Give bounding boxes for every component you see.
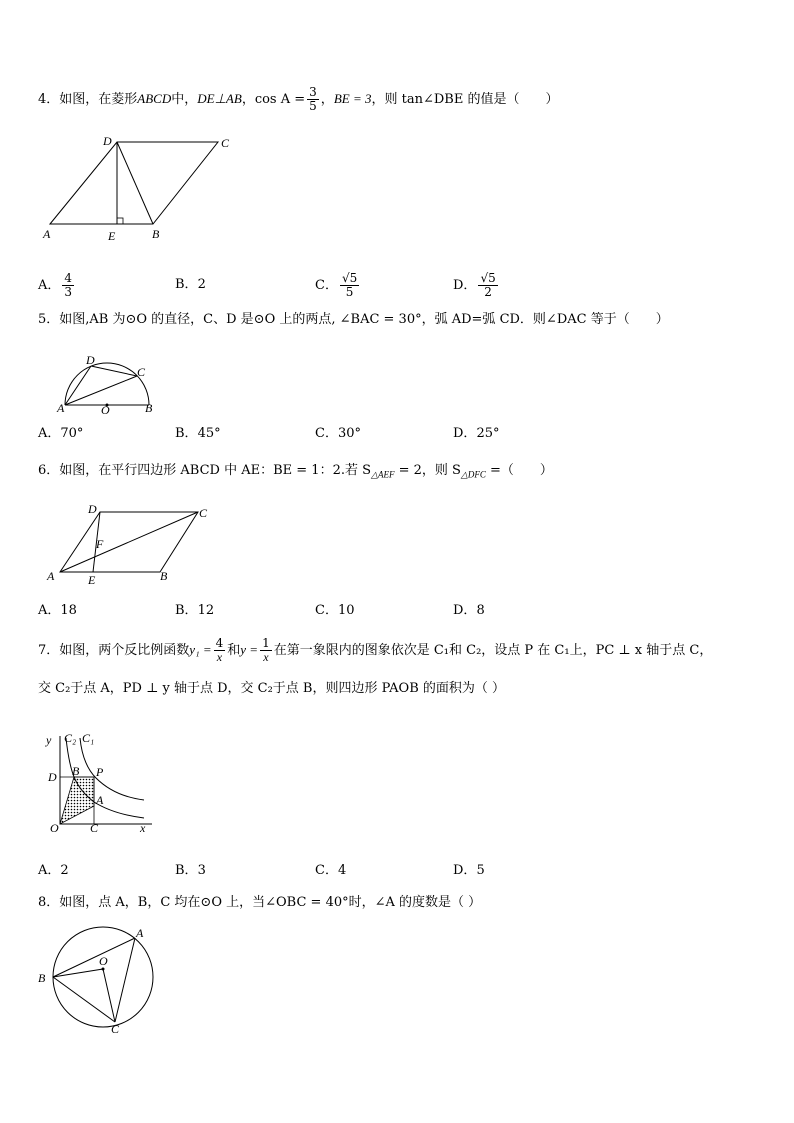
option-value: 2 bbox=[197, 277, 206, 292]
question-7-stem-line2 bbox=[38, 679, 505, 699]
label-B: B bbox=[72, 764, 80, 778]
stem-text: ，则 tan∠DBE 的值是（ ） bbox=[371, 92, 559, 107]
option-value: 12 bbox=[197, 603, 215, 618]
option-7B[interactable] bbox=[175, 861, 206, 881]
option-6A[interactable] bbox=[38, 601, 77, 621]
option-7A[interactable] bbox=[38, 861, 69, 881]
option-label: A． bbox=[38, 863, 61, 878]
option-value: 45° bbox=[197, 426, 221, 441]
fraction bbox=[260, 637, 272, 664]
stem-math: y = bbox=[240, 642, 259, 657]
circle-figure bbox=[35, 925, 165, 1040]
fraction bbox=[307, 86, 319, 113]
label-A: A bbox=[43, 227, 51, 241]
option-5C[interactable] bbox=[315, 424, 361, 444]
option-value: 4 bbox=[337, 863, 347, 878]
fraction bbox=[214, 637, 226, 664]
option-label: B． bbox=[175, 426, 198, 441]
option-label: B． bbox=[175, 863, 198, 878]
numerator: 4 bbox=[64, 271, 73, 285]
stem-text: 中， bbox=[171, 92, 198, 107]
label-C1: C₁ bbox=[82, 731, 95, 745]
question-4-stem bbox=[38, 86, 558, 113]
question-number: 5． bbox=[38, 312, 60, 327]
option-label: D． bbox=[453, 278, 477, 293]
stem-text: 和 bbox=[227, 643, 241, 658]
option-7D[interactable] bbox=[453, 861, 485, 881]
option-5D[interactable] bbox=[453, 424, 499, 444]
option-label: B． bbox=[175, 603, 198, 618]
denominator: x bbox=[216, 650, 223, 664]
semicircle-figure bbox=[55, 350, 160, 420]
option-value: 10 bbox=[337, 603, 355, 618]
stem-text: 在第一象限内的图象依次是 C₁和 C₂，设点 P 在 C₁上，PC ⊥ x 轴于点 C， bbox=[273, 643, 713, 658]
option-5B[interactable] bbox=[175, 424, 221, 444]
question-number: 7． bbox=[38, 643, 60, 658]
parallelogram-figure bbox=[40, 500, 225, 590]
option-label: B． bbox=[175, 277, 198, 292]
question-7-stem-line1 bbox=[38, 637, 712, 664]
subscript: △AEF bbox=[371, 469, 395, 480]
option-5A[interactable] bbox=[38, 424, 83, 444]
stem-math: cos A = bbox=[254, 92, 306, 107]
option-value: 2 bbox=[60, 863, 69, 878]
label-C2: C₂ bbox=[64, 731, 77, 745]
label-A: A bbox=[57, 401, 65, 415]
option-label: A． bbox=[38, 278, 61, 293]
option-label: D． bbox=[453, 603, 477, 618]
label-F: F bbox=[96, 537, 104, 551]
stem-text: ， bbox=[241, 92, 255, 107]
option-label: C． bbox=[315, 863, 338, 878]
label-B: B bbox=[160, 569, 168, 583]
denominator: 2 bbox=[484, 285, 492, 299]
option-label: D． bbox=[453, 863, 477, 878]
label-D: D bbox=[48, 770, 57, 784]
label-y: y bbox=[46, 733, 52, 747]
fraction bbox=[62, 272, 74, 299]
option-4A[interactable] bbox=[38, 272, 76, 299]
label-E: E bbox=[108, 229, 116, 243]
option-value: 30° bbox=[337, 426, 361, 441]
stem-text: 如图，点 A，B，C 均在⊙O 上，当∠OBC = 40°时，∠A 的度数是（ ） bbox=[59, 895, 482, 910]
option-value: 5 bbox=[476, 863, 485, 878]
label-O: O bbox=[101, 403, 110, 417]
label-O: O bbox=[50, 821, 59, 835]
stem-math: y₁ = bbox=[189, 642, 212, 657]
option-7C[interactable] bbox=[315, 861, 346, 881]
label-E: E bbox=[88, 573, 96, 587]
label-A: A bbox=[47, 569, 55, 583]
label-C: C bbox=[221, 136, 230, 150]
stem-math: BE = 3 bbox=[333, 91, 372, 106]
option-label: C． bbox=[315, 278, 338, 293]
label-C: C bbox=[137, 365, 146, 379]
label-A: A bbox=[96, 793, 104, 807]
denominator: 5 bbox=[345, 285, 354, 299]
stem-text: 如图，在菱形 bbox=[59, 92, 138, 107]
label-O: O bbox=[99, 954, 108, 968]
option-4C[interactable] bbox=[315, 272, 361, 299]
denominator: 5 bbox=[309, 99, 317, 113]
label-B: B bbox=[152, 227, 160, 241]
label-P: P bbox=[96, 765, 104, 779]
stem-text: 如图，在平行四边形 ABCD 中 AE：BE = 1：2.若 S bbox=[59, 463, 372, 478]
question-number: 6． bbox=[38, 463, 60, 478]
question-6-stem bbox=[38, 461, 553, 485]
label-D: D bbox=[103, 134, 112, 148]
option-value: 70° bbox=[60, 426, 84, 441]
hyperbola-figure bbox=[40, 730, 160, 835]
option-label: A． bbox=[38, 426, 61, 441]
option-label: C． bbox=[315, 426, 338, 441]
stem-text: 如图，两个反比例函数 bbox=[59, 643, 190, 658]
question-number: 4． bbox=[38, 92, 60, 107]
numerator: 3 bbox=[309, 85, 317, 99]
rhombus-figure bbox=[40, 132, 240, 247]
option-4B[interactable] bbox=[175, 275, 206, 295]
option-label: A． bbox=[38, 603, 61, 618]
option-label: D． bbox=[453, 426, 477, 441]
label-C: C bbox=[111, 1022, 120, 1036]
numerator: 1 bbox=[262, 636, 270, 650]
stem-text: ， bbox=[320, 92, 334, 107]
label-A: A bbox=[136, 926, 144, 940]
numerator: √5 bbox=[480, 271, 496, 285]
label-C: C bbox=[90, 821, 99, 835]
question-number: 8． bbox=[38, 895, 60, 910]
option-value: 25° bbox=[476, 426, 500, 441]
stem-text: = 2，则 S bbox=[394, 463, 461, 478]
option-6C[interactable] bbox=[315, 601, 355, 621]
option-value: 8 bbox=[476, 603, 485, 618]
denominator: x bbox=[263, 650, 269, 664]
stem-math: ABCD bbox=[137, 91, 172, 106]
label-D: D bbox=[86, 353, 95, 367]
label-C: C bbox=[199, 506, 208, 520]
stem-text: 如图,AB 为⊙O 的直径，C、D 是⊙O 上的两点, ∠BAC = 30°，弧 AD=弧 CD．则∠DAC 等于（ ） bbox=[59, 312, 669, 327]
label-D: D bbox=[88, 502, 97, 516]
option-6B[interactable] bbox=[175, 601, 214, 621]
option-6D[interactable] bbox=[453, 601, 485, 621]
fraction bbox=[340, 272, 359, 299]
option-value: 18 bbox=[60, 603, 77, 618]
subscript: △DFC bbox=[460, 469, 486, 480]
denominator: 3 bbox=[64, 285, 73, 299]
option-label: C． bbox=[315, 603, 338, 618]
question-5-stem bbox=[38, 310, 669, 330]
stem-math: DE⊥AB bbox=[197, 91, 242, 106]
fraction bbox=[478, 272, 497, 299]
label-B: B bbox=[38, 971, 46, 985]
numerator: √5 bbox=[341, 271, 358, 285]
option-value: 3 bbox=[197, 863, 206, 878]
label-x: x bbox=[140, 821, 146, 835]
stem-text: =（ ） bbox=[485, 463, 553, 478]
stem-text: 交 C₂于点 A，PD ⊥ y 轴于点 D，交 C₂于点 B，则四边形 PAOB 的面积为（ ） bbox=[38, 681, 506, 696]
option-4D[interactable] bbox=[453, 272, 500, 299]
numerator: 4 bbox=[215, 636, 224, 650]
question-8-stem bbox=[38, 893, 481, 913]
label-B: B bbox=[145, 401, 153, 415]
